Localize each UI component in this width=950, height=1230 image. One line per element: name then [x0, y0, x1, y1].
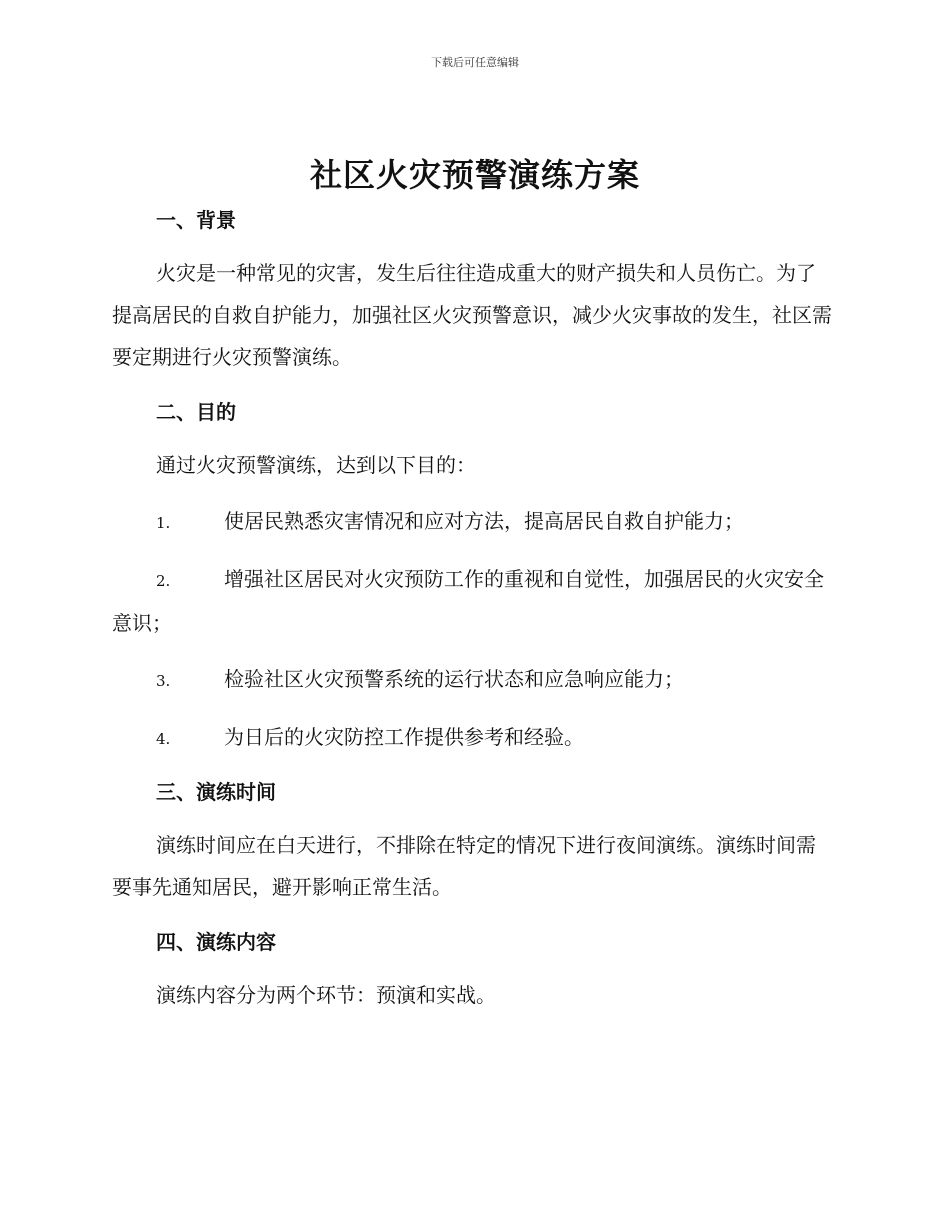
list-number: 1.: [156, 514, 171, 532]
time-paragraph: 演练时间应在白天进行，不排除在特定的情况下进行夜间演练。演练时间需要事先通知居民，避开影响正常生活。: [112, 833, 816, 899]
list-item: [112, 658, 834, 702]
list-item: [112, 558, 834, 644]
list-number: 4.: [156, 730, 171, 748]
section-heading-time: 三、演练时间: [156, 780, 276, 804]
background-paragraph: 火灾是一种常见的灾害，发生后往往造成重大的财产损失和人员伤亡。为了提高居民的自救自护能力，加强社区火灾预警意识，减少火灾事故的发生，社区需要定期进行火灾预警演练。: [112, 261, 832, 369]
list-text: 使居民熟悉灾害情况和应对方法，提高居民自救自护能力；: [224, 509, 744, 533]
list-number: 2.: [156, 572, 171, 590]
content-paragraph: 演练内容分为两个环节：预演和实战。: [156, 983, 496, 1007]
purpose-intro: 通过火灾预警演练，达到以下目的：: [156, 453, 476, 477]
document-body: [112, 200, 834, 1016]
list-text: 为日后的火灾防控工作提供参考和经验。: [224, 725, 584, 749]
list-number: 3.: [156, 672, 171, 690]
list-item: [112, 716, 834, 760]
section-heading-content: 四、演练内容: [156, 930, 276, 954]
list-text: 增强社区居民对火灾预防工作的重视和自觉性，加强居民的火灾安全意识；: [112, 567, 824, 635]
document-title: 社区火灾预警演练方案: [309, 156, 640, 194]
section-heading-purpose: 二、目的: [156, 400, 236, 424]
header-note: 下载后可任意编辑: [431, 56, 519, 69]
section-heading-background: 一、背景: [156, 208, 236, 232]
list-item: [112, 500, 834, 544]
list-text: 检验社区火灾预警系统的运行状态和应急响应能力；: [224, 667, 684, 691]
